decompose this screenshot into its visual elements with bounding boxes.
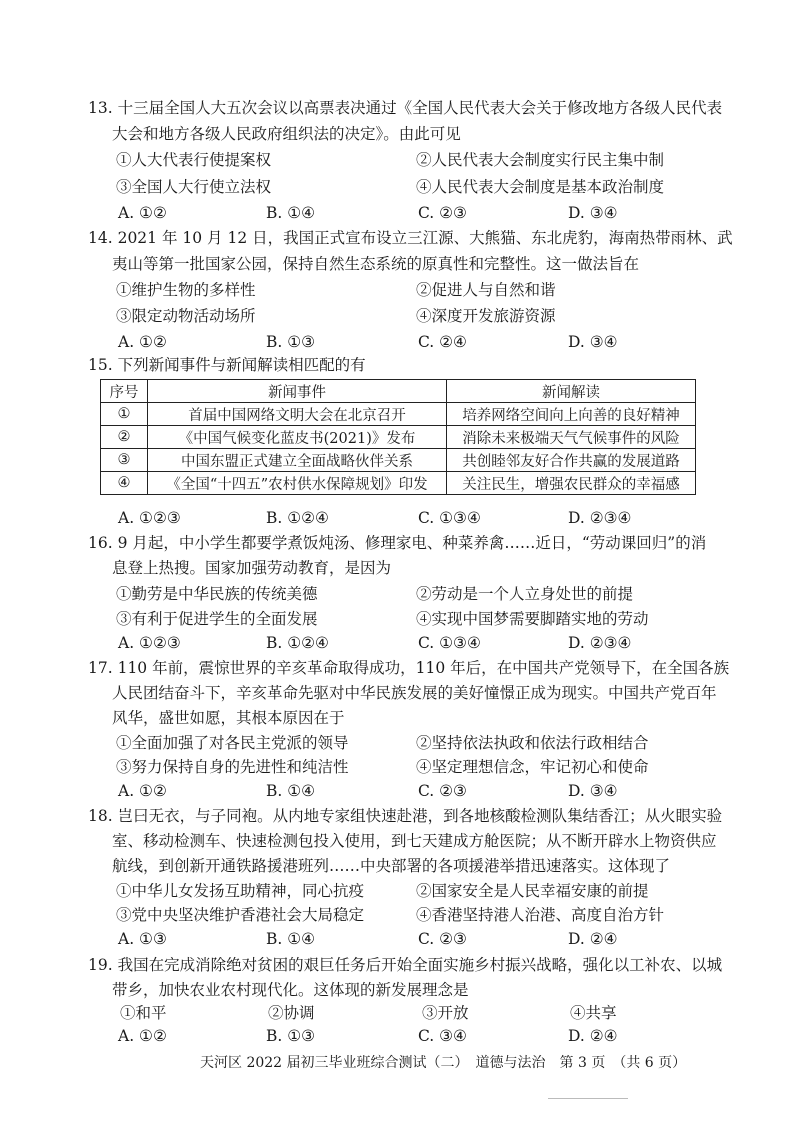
question-18-line-2: 室、移动检测车、快速检测包投入使用，到七天建成方舱医院；从不断开辟水上物资供应 [112,832,717,850]
q16-answer-c: C. ①③④ [418,634,481,652]
q19-answer-a: A. ①② [118,1027,167,1045]
q17-option-1: ①全面加强了对各民主党派的领导 [116,734,349,752]
q19-answer-d: D. ②④ [568,1027,618,1045]
question-15-line-1: 15. 下列新闻事件与新闻解读相匹配的有 [88,356,366,374]
q16-option-4: ④实现中国梦需要脚踏实地的劳动 [416,610,649,628]
q18-answer-a: A. ①③ [118,930,167,948]
question-18-line-3: 航线，到创新开通铁路援港班列……中央部署的各项援港举措迅速落实。这体现了 [112,857,671,875]
q13-option-1: ①人大代表行使提案权 [116,151,272,169]
question-16-line-1: 16. 9 月起，中小学生都要学煮饭炖汤、修理家电、种菜养禽……近日，“劳动课回归”的消 [88,534,707,552]
table-row [101,426,696,449]
q18-option-4: ④香港坚持港人治港、高度自治方针 [416,906,665,924]
q16-option-3: ③有利于促进学生的全面发展 [116,610,318,628]
q16-option-2: ②劳动是一个人立身处世的前提 [416,585,634,603]
q19-option-4: ④共享 [570,1004,617,1022]
q17-answer-b: B. ①④ [266,782,316,800]
q18-answer-b: B. ①④ [266,930,316,948]
q15-answer-a: A. ①②③ [118,509,181,527]
table-row [101,449,696,472]
question-13-line-2: 大会和地方各级人民政府组织法的决定》。由此可见 [112,125,461,143]
table-cell-event: 《中国气候变化蓝皮书(2021)》发布 [148,426,447,449]
q14-option-1: ①维护生物的多样性 [116,281,256,299]
table-cell-event: 中国东盟正式建立全面战略伙伴关系 [148,449,447,472]
q15-answer-c: C. ①③④ [418,509,481,527]
table-cell-number: ④ [101,472,148,495]
q13-answer-b: B. ①④ [266,204,316,222]
table-cell-interpretation: 消除未来极端天气气候事件的风险 [447,426,696,449]
q14-answer-b: B. ①③ [266,333,316,351]
q15-answer-d: D. ②③④ [568,509,632,527]
q14-option-3: ③限定动物活动场所 [116,307,256,325]
q13-answer-c: C. ②③ [418,204,467,222]
q13-answer-a: A. ①② [118,204,167,222]
q13-option-3: ③全国人大行使立法权 [116,178,272,196]
q18-option-1: ①中华儿女发扬互助精神，同心抗疫 [116,882,365,900]
table-cell-number: ③ [101,449,148,472]
question-19-line-2: 带乡，加快农业农村现代化。这体现的新发展理念是 [112,981,469,999]
question-19-line-1: 19. 我国在完成消除绝对贫困的艰巨任务后开始全面实施乡村振兴战略，强化以工补农、以城 [88,956,723,974]
table-cell-interpretation: 培养网络空间向上向善的良好精神 [447,403,696,426]
table-cell-number: ① [101,403,148,426]
q14-answer-c: C. ②④ [418,333,467,351]
q19-answer-b: B. ①③ [266,1027,316,1045]
table-row [101,472,696,495]
question-17-line-1: 17. 110 年前，震惊世界的辛亥革命取得成功，110 年后，在中国共产党领导下，在全国各族 [88,659,730,677]
q19-option-3: ③开放 [422,1004,469,1022]
q16-answer-b: B. ①②④ [266,634,329,652]
table-header-number: 序号 [101,380,148,403]
q13-option-4: ④人民代表大会制度是基本政治制度 [416,178,665,196]
q14-answer-a: A. ①② [118,333,167,351]
q13-option-2: ②人民代表大会制度实行民主集中制 [416,151,665,169]
table-header-interpretation: 新闻解读 [447,380,696,403]
q18-answer-c: C. ②③ [418,930,467,948]
question-14-line-2: 夷山等第一批国家公园，保持自然生态系统的原真性和完整性。这一做法旨在 [112,255,640,273]
q17-option-3: ③努力保持自身的先进性和纯洁性 [116,758,349,776]
page-footer: 天河区 2022 届初三毕业班综合测试（二） 道德与法治 第 3 页 （共 6 页） [200,1055,687,1071]
table-cell-interpretation: 共创睦邻友好合作共赢的发展道路 [447,449,696,472]
q16-option-1: ①勤劳是中华民族的传统美德 [116,585,318,603]
question-14-line-1: 14. 2021 年 10 月 12 日，我国正式宣布设立三江源、大熊猫、东北虎豹，海南热带雨林、武 [88,229,733,247]
question-17-line-3: 风华，盛世如愿，其根本原因在于 [112,709,345,727]
q17-answer-a: A. ①② [118,782,167,800]
table-cell-event: 《全国“十四五”农村供水保障规划》印发 [148,472,447,495]
q14-answer-d: D. ③④ [568,333,618,351]
q18-option-2: ②国家安全是人民幸福安康的前提 [416,882,649,900]
q14-option-2: ②促进人与自然和谐 [416,281,556,299]
question-16-line-2: 息登上热搜。国家加强劳动教育，是因为 [112,559,392,577]
table-cell-event: 首届中国网络文明大会在北京召开 [148,403,447,426]
scan-smudge [548,1098,628,1099]
q16-answer-a: A. ①②③ [118,634,181,652]
table-cell-interpretation: 关注民生，增强农民群众的幸福感 [447,472,696,495]
q19-option-2: ②协调 [268,1004,315,1022]
q18-option-3: ③党中央坚决维护香港社会大局稳定 [116,906,365,924]
news-table [100,379,696,495]
table-row [101,403,696,426]
q18-answer-d: D. ②④ [568,930,618,948]
q17-answer-d: D. ③④ [568,782,618,800]
q19-answer-c: C. ③④ [418,1027,467,1045]
q17-answer-c: C. ②③ [418,782,467,800]
question-17-line-2: 人民团结奋斗下，辛亥革命先驱对中华民族发展的美好憧憬正成为现实。中国共产党百年 [112,684,717,702]
q14-option-4: ④深度开发旅游资源 [416,307,556,325]
q17-option-2: ②坚持依法执政和依法行政相结合 [416,734,649,752]
q19-option-1: ①和平 [120,1004,167,1022]
question-13-line-1: 13. 十三届全国人大五次会议以高票表决通过《全国人民代表大会关于修改地方各级人民代表 [88,99,723,117]
q17-option-4: ④坚定理想信念，牢记初心和使命 [416,758,649,776]
q13-answer-d: D. ③④ [568,204,618,222]
table-cell-number: ② [101,426,148,449]
q16-answer-d: D. ②③④ [568,634,632,652]
question-18-line-1: 18. 岂曰无衣，与子同袍。从内地专家组快速赴港，到各地核酸检测队集结香江；从火眼实验 [88,807,723,825]
table-header-event: 新闻事件 [148,380,447,403]
table-header-row [101,380,696,403]
q15-answer-b: B. ①②④ [266,509,329,527]
